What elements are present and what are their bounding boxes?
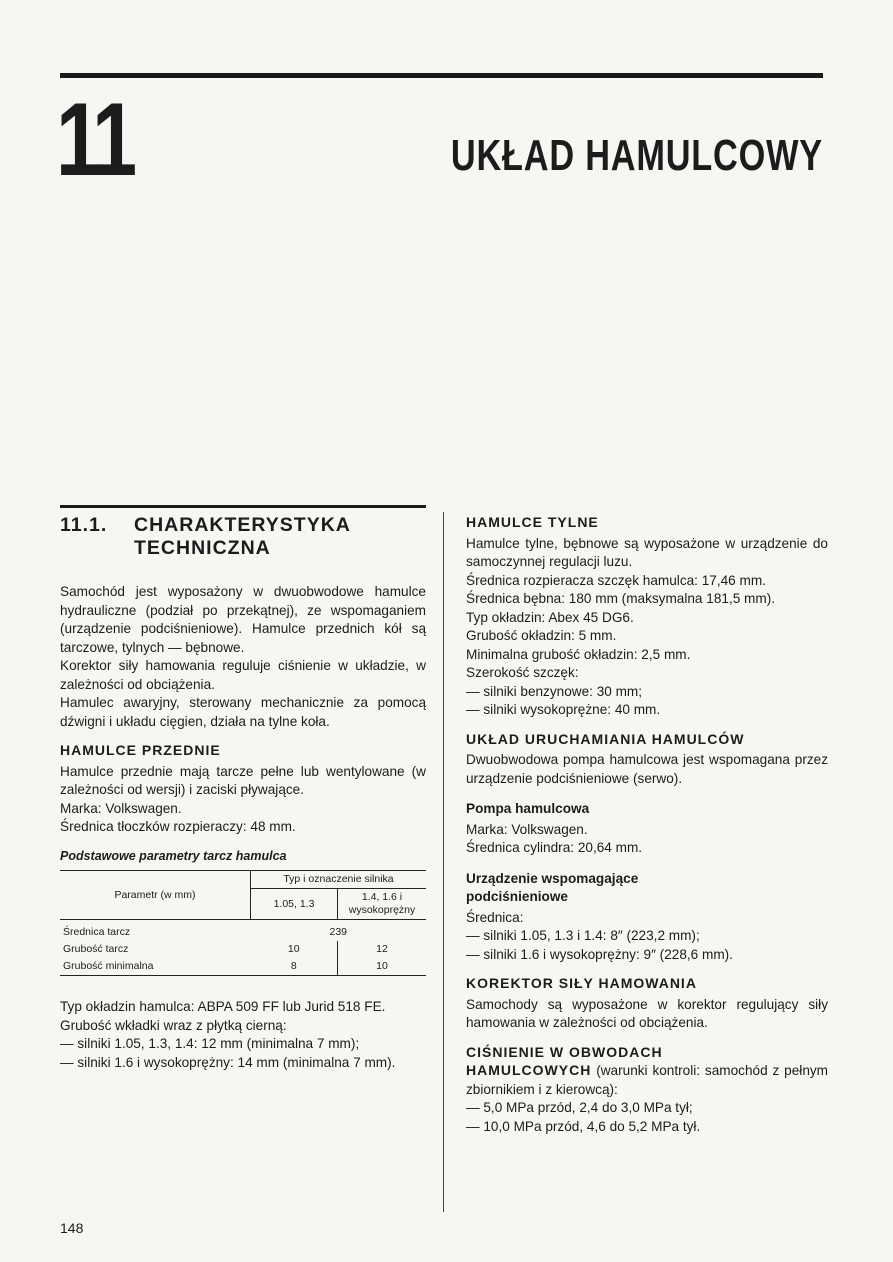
actuation-heading: UKŁAD URUCHAMIANIA HAMULCÓW [466, 730, 745, 747]
row-shared-value: 239 [329, 926, 348, 938]
engine-col-2-line2: wysokoprężny [348, 904, 416, 916]
front-pads-text: — silniki 1.6 i wysokoprężny: 14 mm (minimalna 7 mm). [60, 1054, 396, 1070]
front-pads-text: — silniki 1.05, 1.3, 1.4: 12 mm (minimalna 7 mm); [60, 1036, 360, 1051]
pressure-heading-line2: HAMULCOWYCH [466, 1062, 592, 1078]
section-heading [60, 514, 426, 560]
front-brakes-text: Średnica tłoczków rozpieraczy: 48 mm. [60, 819, 296, 834]
intro-paragraph: Hamulec awaryjny, sterowany mechanicznie za pomocą dźwigni i układu cięgien, działa na tylne koła. [60, 695, 426, 729]
booster-heading-line1: Urządzenie wspomagające [466, 870, 639, 886]
pressure-text: — 5,0 MPa przód, 2,4 do 3,0 MPa tył; [466, 1100, 693, 1115]
intro-paragraph: Samochód jest wyposażony w dwuobwodowe hamulce hydrauliczne (podział po przekątnej), ze wspomaganiem (urządzenie podciśnieniowe). Hamulce przednich kół są tarczowe, tylnych — bębnowe. [60, 584, 426, 655]
rear-brakes-text: Grubość okładzin: 5 mm. [466, 628, 617, 643]
booster-text: Średnica: [466, 909, 524, 925]
actuation-text: Dwuobwodowa pompa hamulcowa jest wspomagana przez urządzenie podciśnieniowe (serwo). [466, 752, 828, 786]
param-header: Parametr (w mm) [60, 871, 251, 920]
engine-group-header: Typ i oznaczenie silnika [251, 871, 427, 889]
chapter-title: UKŁAD HAMULCOWY [450, 131, 823, 180]
row-label: Średnica tarcz [63, 926, 131, 938]
page-number: 148 [60, 1220, 84, 1236]
booster-heading-line2: podciśnieniowe [466, 889, 568, 904]
front-pads-text: Grubość wkładki wraz z płytką cierną: [60, 1017, 287, 1033]
column-divider [443, 512, 444, 1212]
booster-text: — silniki 1.6 i wysokoprężny: 9″ (228,6 mm). [466, 946, 733, 962]
pressure-paragraph [466, 1061, 828, 1099]
row-label: Grubość minimalna [63, 960, 154, 972]
pressure-condition: (warunki kontroli: samochód z pełnym zbiornikiem i z kierowcą): [466, 1063, 828, 1097]
pressure-heading-line1: CIŚNIENIE W OBWODACH [466, 1043, 663, 1060]
row-value-1: 8 [290, 960, 297, 972]
corrector-heading: KOREKTOR SIŁY HAMOWANIA [466, 975, 697, 991]
row-label: Grubość tarcz [63, 943, 129, 955]
table-caption: Podstawowe parametry tarcz hamulca [60, 848, 287, 863]
top-rule [60, 73, 823, 78]
rear-brakes-text: Szerokość szczęk: [466, 665, 579, 680]
rear-brakes-heading: HAMULCE TYLNE [466, 514, 599, 530]
row-value-2: 12 [338, 941, 427, 958]
row-value-2: 10 [338, 958, 427, 976]
front-brakes-text: Hamulce przednie mają tarcze pełne lub wentylowane (w zależności od wersji) i zaciski pływające. [60, 763, 426, 797]
pump-text: Marka: Volkswagen. [466, 821, 588, 837]
rear-brakes-text: — silniki benzynowe: 30 mm; [466, 683, 643, 699]
pump-text: Średnica cylindra: 20,64 mm. [466, 840, 643, 855]
section-number: 11.1. [60, 514, 108, 536]
booster-text: — silniki 1.05, 1.3 i 1.4: 8″ (223,2 mm); [466, 928, 700, 943]
engine-col-1: 1.05, 1.3 [251, 889, 338, 920]
pressure-text: — 10,0 MPa przód, 4,6 do 5,2 MPa tył. [466, 1118, 701, 1134]
rear-brakes-text: Średnica bębna: 180 mm (maksymalna 181,5 mm). [466, 591, 776, 606]
disc-parameters-table [60, 870, 426, 976]
rear-brakes-text: Średnica rozpieracza szczęk hamulca: 17,46 mm. [466, 572, 766, 588]
corrector-text: Samochody są wyposażone w korektor regulujący siły hamowania w zależności od obciążenia. [466, 996, 828, 1030]
front-brakes-text: Marka: Volkswagen. [60, 800, 182, 816]
front-pads-text: Typ okładzin hamulca: ABPA 509 FF lub Jurid 518 FE. [60, 999, 386, 1014]
engine-col-2 [338, 889, 427, 920]
table-row [60, 941, 426, 958]
table-row [60, 924, 426, 941]
right-column [466, 505, 828, 1136]
front-brakes-heading: HAMULCE PRZEDNIE [60, 742, 221, 758]
rear-brakes-text: Typ okładzin: Abex 45 DG6. [466, 609, 634, 625]
chapter-number: 11 [56, 82, 133, 198]
section-title-line1: CHARAKTERYSTYKA [134, 514, 351, 536]
rear-brakes-text: Hamulce tylne, bębnowe są wyposażone w urządzenie do samoczynnej regulacji luzu. [466, 535, 828, 569]
left-column [60, 505, 426, 1072]
row-value-1: 10 [287, 943, 300, 955]
section-title-line2: TECHNICZNA [134, 537, 271, 559]
intro-paragraph: Korektor siły hamowania reguluje ciśnienie w układzie, w zależności od obciążenia. [60, 658, 426, 692]
engine-col-2-line1: 1.4, 1.6 i [361, 891, 403, 903]
pump-heading: Pompa hamulcowa [466, 801, 590, 816]
section-rule [60, 505, 426, 508]
rear-brakes-text: Minimalna grubość okładzin: 2,5 mm. [466, 646, 691, 662]
rear-brakes-text: — silniki wysokoprężne: 40 mm. [466, 702, 661, 717]
table-row [60, 958, 426, 976]
